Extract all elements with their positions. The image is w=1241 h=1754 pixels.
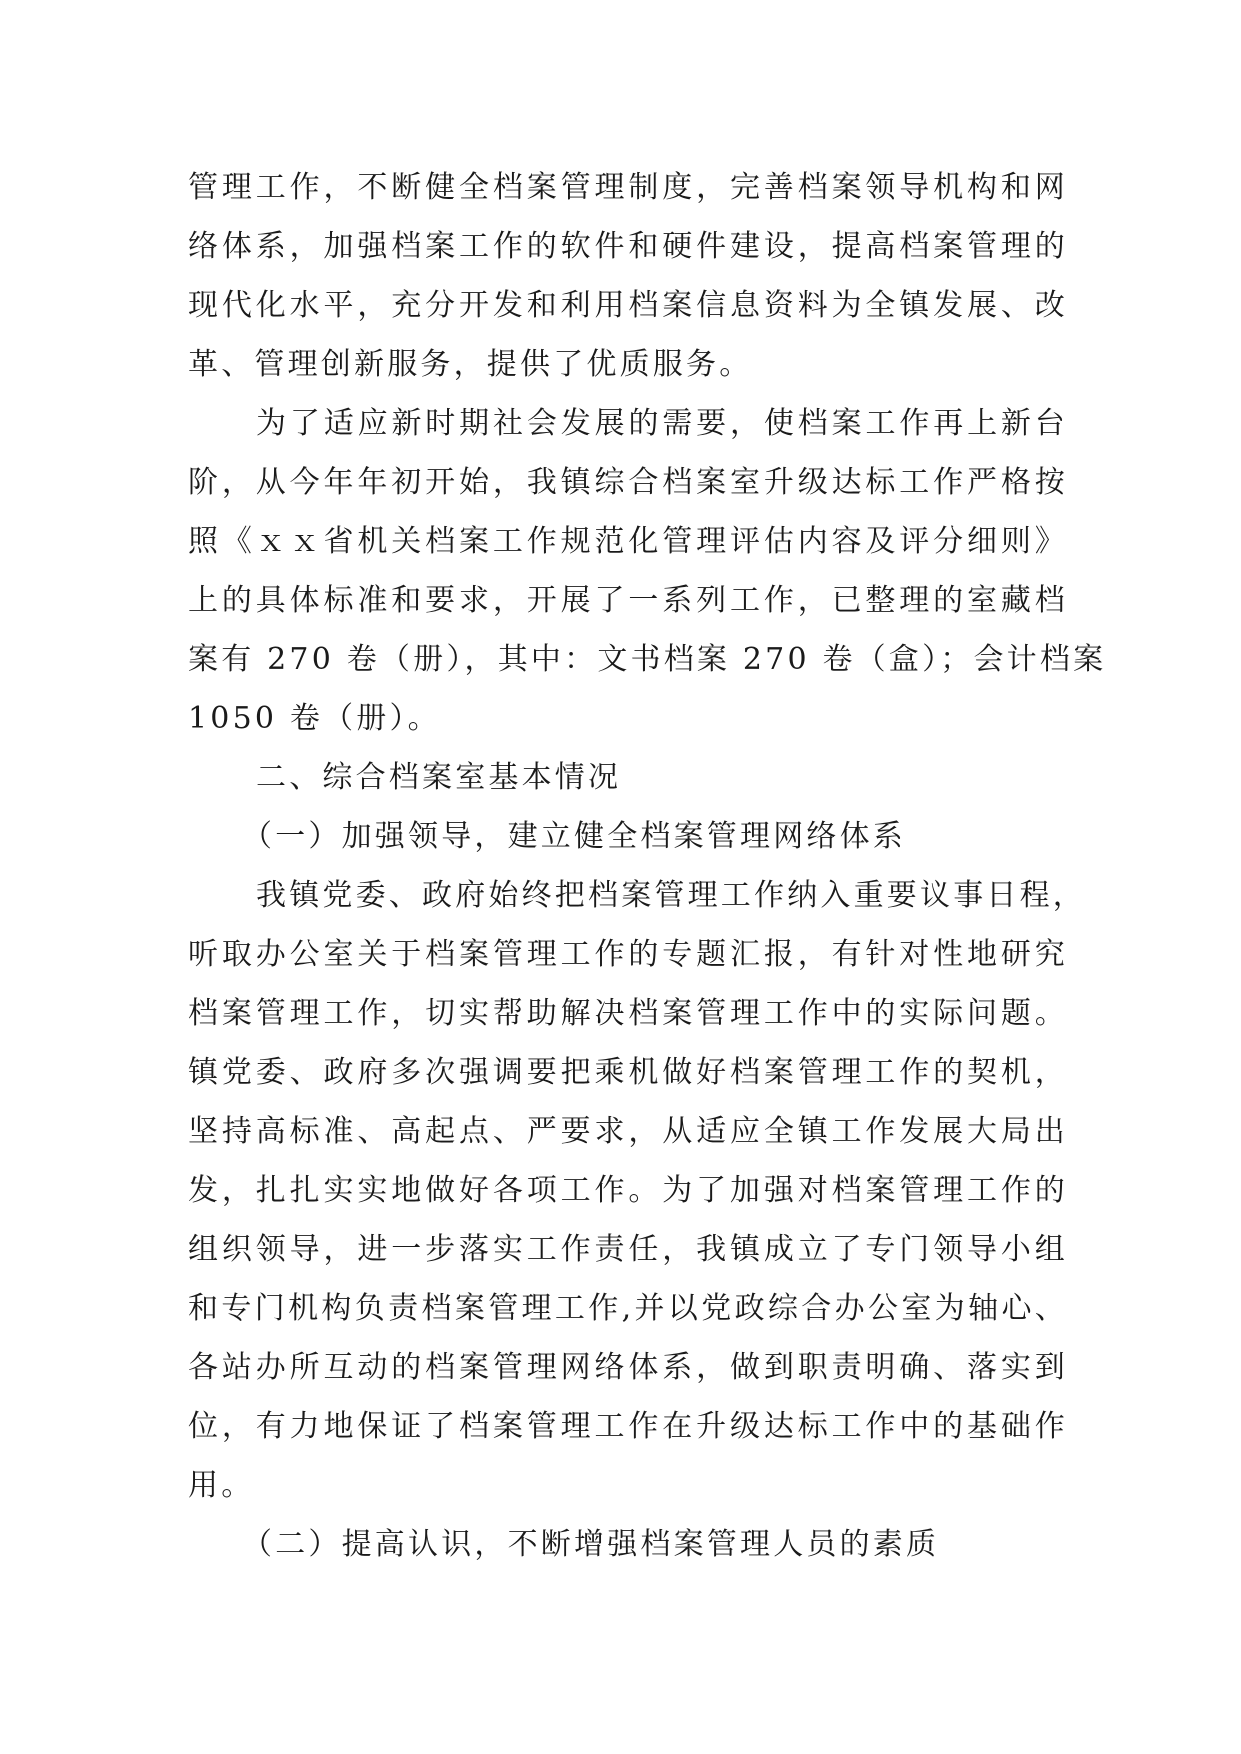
text-line: 我镇党委、政府始终把档案管理工作纳入重要议事日程， bbox=[256, 878, 1086, 913]
text-line: 各站办所互动的档案管理网络体系，做到职责明确、落实到 bbox=[188, 1350, 1068, 1385]
text-line: 为了适应新时期社会发展的需要，使档案工作再上新台 bbox=[256, 406, 1068, 441]
text-line: 镇党委、政府多次强调要把乘机做好档案管理工作的契机， bbox=[188, 1055, 1068, 1090]
subsection-heading: （一）加强领导，建立健全档案管理网络体系 bbox=[242, 819, 906, 854]
text-line: 发，扎扎实实地做好各项工作。为了加强对档案管理工作的 bbox=[188, 1173, 1068, 1208]
section-heading: 二、综合档案室基本情况 bbox=[256, 760, 622, 795]
text-line: 照《ｘｘ省机关档案工作规范化管理评估内容及评分细则》 bbox=[188, 524, 1068, 559]
text-line: 革、管理创新服务，提供了优质服务。 bbox=[188, 347, 753, 382]
text-line: 听取办公室关于档案管理工作的专题汇报，有针对性地研究 bbox=[188, 937, 1068, 972]
text-line: 现代化水平，充分开发和利用档案信息资料为全镇发展、改 bbox=[188, 288, 1068, 323]
text-line: 档案管理工作，切实帮助解决档案管理工作中的实际问题。 bbox=[188, 996, 1068, 1031]
document-body bbox=[188, 158, 1107, 1574]
text-line: 管理工作，不断健全档案管理制度，完善档案领导机构和网 bbox=[188, 170, 1068, 205]
text-line: 1050 卷（册）。 bbox=[188, 701, 441, 736]
text-line: 络体系，加强档案工作的软件和硬件建设，提高档案管理的 bbox=[188, 229, 1068, 264]
text-line: 用。 bbox=[188, 1468, 255, 1503]
text-line: 位，有力地保证了档案管理工作在升级达标工作中的基础作 bbox=[188, 1409, 1068, 1444]
subsection-heading: （二）提高认识，不断增强档案管理人员的素质 bbox=[242, 1527, 940, 1562]
text-line: 组织领导，进一步落实工作责任，我镇成立了专门领导小组 bbox=[188, 1232, 1068, 1267]
text-line: 和专门机构负责档案管理工作,并以党政综合办公室为轴心、 bbox=[188, 1291, 1068, 1326]
text-line: 上的具体标准和要求，开展了一系列工作，已整理的室藏档 bbox=[188, 583, 1068, 618]
text-line: 案有 270 卷（册），其中：文书档案 270 卷（盒）；会计档案 bbox=[188, 642, 1107, 677]
text-line: 阶，从今年年初开始，我镇综合档案室升级达标工作严格按 bbox=[188, 465, 1068, 500]
text-line: 坚持高标准、高起点、严要求，从适应全镇工作发展大局出 bbox=[188, 1114, 1068, 1149]
